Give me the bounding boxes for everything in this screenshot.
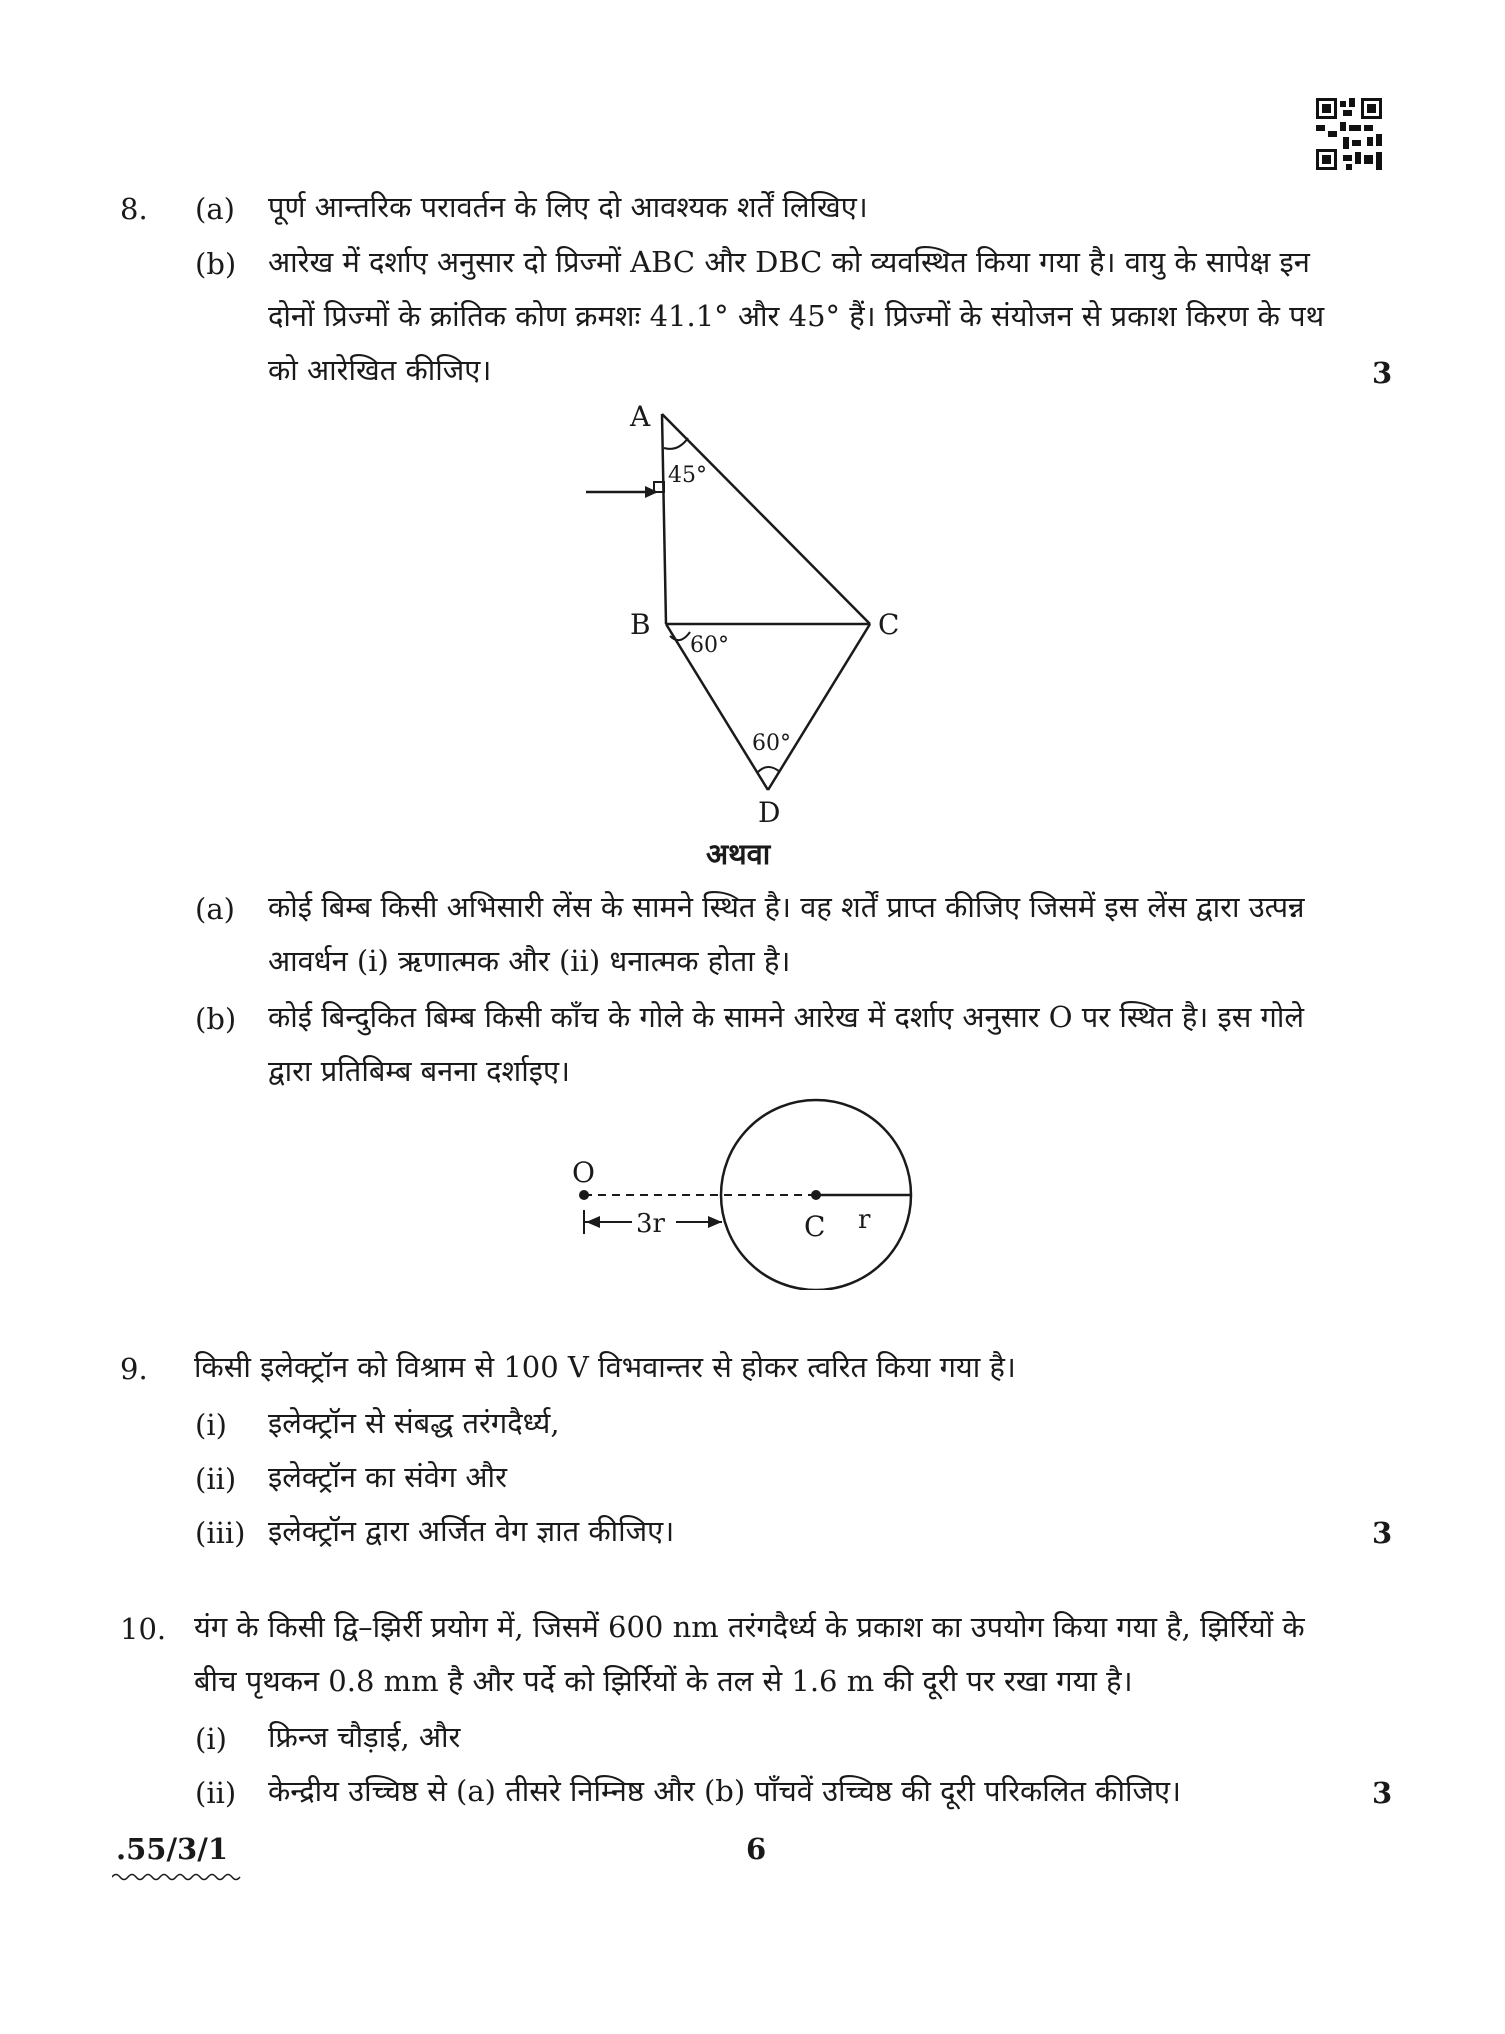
question-number-9: 9. bbox=[120, 1352, 148, 1386]
q9-part-1-text: इलेक्ट्रॉन से संबद्ध तरंगदैर्ध्य, bbox=[268, 1406, 560, 1440]
prism-edge-cd bbox=[768, 624, 870, 790]
q10-marks: 3 bbox=[1372, 1776, 1393, 1810]
prism-angle-b: 60° bbox=[690, 633, 729, 658]
wavy-underline bbox=[112, 1872, 242, 1882]
q8-part-b-line-3: को आरेखित कीजिए। bbox=[268, 353, 492, 387]
point-object bbox=[579, 1190, 589, 1200]
q9-part-2-text: इलेक्ट्रॉन का संवेग और bbox=[268, 1460, 507, 1494]
arrow-right-icon bbox=[708, 1216, 722, 1228]
q9-part-3-label: (iii) bbox=[195, 1516, 246, 1550]
q9-intro: किसी इलेक्ट्रॉन को विश्राम से 100 V विभवान्तर से होकर त्वरित किया गया है। bbox=[194, 1350, 1016, 1384]
prism-angle-d: 60° bbox=[752, 731, 791, 756]
prism-label-d: D bbox=[758, 796, 781, 829]
question-number-8: 8. bbox=[120, 192, 148, 226]
sphere-label-o: O bbox=[572, 1156, 595, 1189]
sphere-label-c: C bbox=[804, 1210, 826, 1243]
angle-arc-d bbox=[758, 767, 780, 772]
q9-marks: 3 bbox=[1372, 1516, 1393, 1550]
q8-part-a-label: (a) bbox=[195, 192, 235, 226]
glass-sphere-diagram bbox=[560, 1090, 920, 1290]
q8-marks: 3 bbox=[1372, 356, 1393, 390]
prism-angle-a: 45° bbox=[668, 463, 707, 488]
q8-alt-a-label: (a) bbox=[195, 892, 235, 926]
prism-diagram bbox=[560, 390, 920, 830]
q10-intro-line-2: बीच पृथकन 0.8 mm है और पर्दे को झिर्रियों के तल से 1.6 m की दूरी पर रखा गया है। bbox=[194, 1664, 1133, 1698]
q8-part-a-text: पूर्ण आन्तरिक परावर्तन के लिए दो आवश्यक शर्तें लिखिए। bbox=[268, 190, 868, 224]
paper-code: .55/3/1 bbox=[116, 1832, 228, 1866]
q8-alt-a-line-2: आवर्धन (i) ऋणात्मक और (ii) धनात्मक होता है। bbox=[268, 944, 791, 978]
q8-alt-b-line-2: द्वारा प्रतिबिम्ब बनना दर्शाइए। bbox=[268, 1054, 570, 1088]
q9-part-1-label: (i) bbox=[195, 1408, 227, 1442]
q9-part-3-text: इलेक्ट्रॉन द्वारा अर्जित वेग ज्ञात कीजिए। bbox=[268, 1514, 675, 1548]
or-label: अथवा bbox=[706, 837, 771, 871]
q10-intro-line-1: यंग के किसी द्वि–झिर्री प्रयोग में, जिसमें 600 nm तरंगदैर्ध्य के प्रकाश का उपयोग किया गया है, झिर्रियों के bbox=[194, 1610, 1305, 1644]
sphere-label-distance: 3r bbox=[636, 1209, 665, 1239]
prism-label-a: A bbox=[630, 400, 651, 433]
prism-label-b: B bbox=[630, 608, 651, 641]
q9-part-2-label: (ii) bbox=[195, 1462, 237, 1496]
q10-part-1-label: (i) bbox=[195, 1722, 227, 1756]
arrow-head-icon bbox=[645, 486, 658, 498]
q10-part-2-text: केन्द्रीय उच्चिष्ठ से (a) तीसरे निम्निष्ठ और (b) पाँचवें उच्चिष्ठ की दूरी परिकलित कीजिए। bbox=[268, 1774, 1182, 1808]
q8-alt-a-line-1: कोई बिम्ब किसी अभिसारी लेंस के सामने स्थित है। वह शर्तें प्राप्त कीजिए जिसमें इस लेंस द्वारा उत्पन्न bbox=[268, 890, 1305, 924]
point-center bbox=[811, 1190, 821, 1200]
q8-part-b-label: (b) bbox=[195, 247, 237, 281]
q8-part-b-line-1: आरेख में दर्शाए अनुसार दो प्रिज्मों ABC और DBC को व्यवस्थित किया गया है। वायु के सापेक्ष इन bbox=[268, 245, 1310, 279]
q8-alt-b-line-1: कोई बिन्दुकित बिम्ब किसी काँच के गोले के सामने आरेख में दर्शाए अनुसार O पर स्थित है। इस गोले bbox=[268, 1000, 1305, 1034]
page-number: 6 bbox=[746, 1832, 767, 1866]
prism-edge-ac bbox=[662, 414, 870, 624]
angle-arc-a bbox=[664, 438, 688, 449]
sphere-label-r: r bbox=[858, 1205, 871, 1235]
question-number-10: 10. bbox=[120, 1612, 167, 1646]
q10-part-1-text: फ्रिन्ज चौड़ाई, और bbox=[268, 1720, 461, 1754]
prism-edge-ab bbox=[662, 414, 666, 624]
q8-part-b-line-2: दोनों प्रिज्मों के क्रांतिक कोण क्रमशः 41.1° और 45° हैं। प्रिज्मों के संयोजन से प्रकाश किरण के पथ bbox=[268, 299, 1325, 333]
qr-code-icon bbox=[1316, 98, 1382, 170]
arrow-left-icon bbox=[586, 1216, 600, 1228]
q10-part-2-label: (ii) bbox=[195, 1776, 237, 1810]
q8-alt-b-label: (b) bbox=[195, 1002, 237, 1036]
prism-label-c: C bbox=[878, 608, 900, 641]
